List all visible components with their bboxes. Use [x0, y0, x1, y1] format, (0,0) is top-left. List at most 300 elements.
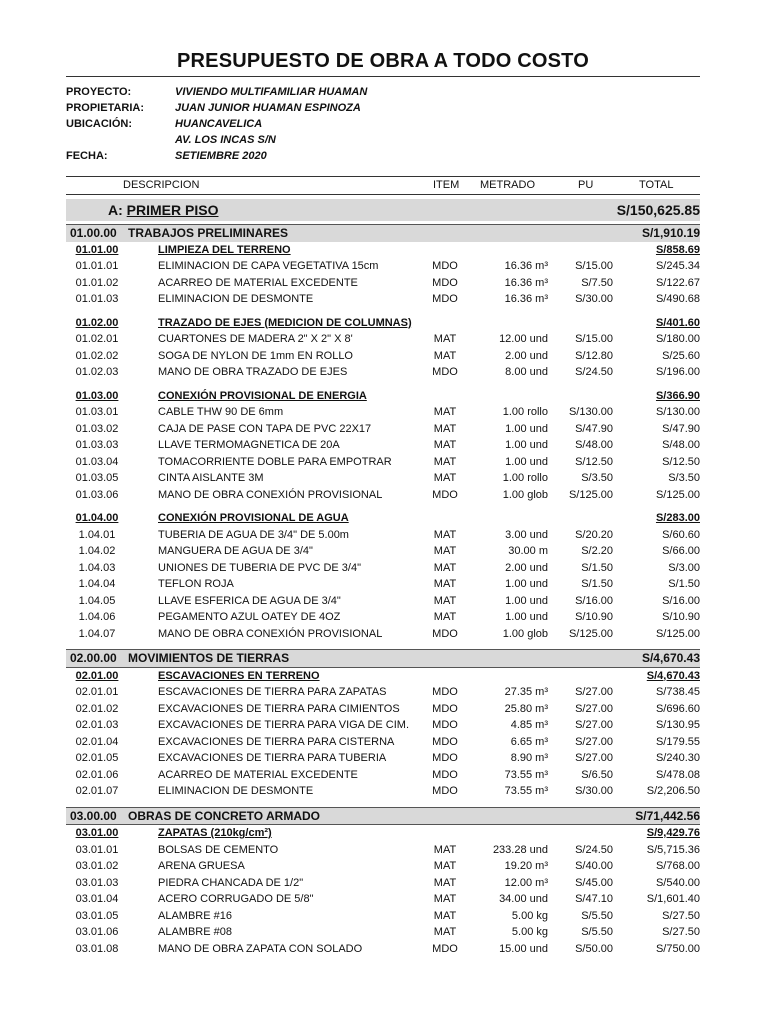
item-unit-price: S/7.50 [581, 276, 613, 289]
item-metrado: 1.00 und [505, 611, 548, 623]
item-code: 02.01.01 [75, 686, 119, 698]
item-metrado: 1.00 und [505, 455, 548, 468]
item-unit-price: S/24.50 [575, 843, 613, 856]
item-description: TEFLON ROJA [158, 578, 234, 590]
item-description: LLAVE TERMOMAGNETICA DE 20A [158, 439, 340, 451]
item-description: CAJA DE PASE CON TAPA DE PVC 22X17 [158, 422, 372, 435]
item-metrado: 30.00 m [508, 545, 548, 557]
item-metrado: 2.00 und [505, 349, 548, 362]
item-total: S/1.50 [668, 578, 700, 590]
owner-row [66, 100, 700, 116]
group-description: CONEXIÓN PROVISIONAL DE ENERGIA [158, 389, 367, 402]
item-unit-price: S/3.50 [581, 472, 613, 484]
group-code: 01.02.00 [75, 316, 119, 329]
group-code: 02.00.00 [70, 651, 117, 665]
item-code: 01.03.01 [75, 406, 119, 418]
item-total: S/130.00 [655, 406, 700, 418]
item-type: MDO [432, 488, 458, 501]
item-unit-price: S/40.00 [575, 860, 613, 872]
item-code: 1.04.05 [78, 594, 116, 607]
table-row [66, 908, 700, 925]
item-code: 01.02.01 [75, 333, 119, 345]
item-type: MAT [433, 528, 457, 541]
item-type: MAT [433, 455, 457, 468]
item-description: BOLSAS DE CEMENTO [158, 843, 279, 856]
item-unit-price: S/27.00 [575, 735, 613, 748]
header-item: ITEM [433, 179, 460, 191]
item-type: MAT [433, 333, 457, 345]
table-row [66, 842, 700, 859]
item-description: CUARTONES DE MADERA 2" X 2" X 8' [158, 333, 353, 345]
item-metrado: 5.00 kg [511, 926, 548, 938]
date-row [66, 148, 700, 164]
item-type: MDO [432, 752, 458, 764]
item-metrado: 27.35 m³ [504, 686, 548, 698]
item-type: MDO [432, 735, 458, 748]
project-info [66, 84, 700, 164]
item-type: MDO [432, 719, 458, 731]
item-description: CINTA AISLANTE 3M [158, 472, 264, 484]
table-row [66, 404, 700, 421]
item-type: MAT [433, 422, 457, 435]
item-type: MDO [432, 366, 458, 378]
group-code: 02.01.00 [75, 669, 119, 682]
header-total: TOTAL [639, 179, 674, 191]
item-metrado: 1.00 und [505, 578, 548, 590]
item-code: 02.01.05 [75, 752, 119, 764]
item-metrado: 25.80 m³ [504, 702, 548, 715]
spacer [66, 308, 700, 315]
item-code: 02.01.06 [75, 768, 119, 781]
item-total: S/130.95 [655, 719, 700, 731]
item-total: S/245.34 [655, 260, 700, 272]
item-unit-price: S/5.50 [581, 909, 613, 922]
item-total: S/196.00 [655, 366, 700, 378]
item-unit-price: S/2.20 [581, 545, 613, 557]
location-row [66, 116, 700, 132]
group-description: MOVIMIENTOS DE TIERRAS [128, 651, 290, 665]
item-unit-price: S/15.00 [575, 260, 613, 272]
table-row [66, 576, 700, 593]
table-header [66, 176, 700, 195]
item-total: S/25.60 [662, 349, 700, 362]
item-total: S/16.00 [662, 594, 700, 607]
item-description: MANGUERA DE AGUA DE 3/4" [158, 545, 313, 557]
item-description: EXCAVACIONES DE TIERRA PARA TUBERIA [158, 752, 387, 764]
table-row [66, 717, 700, 734]
subchapter-row [66, 510, 700, 527]
group-description: ESCAVACIONES EN TERRENO [158, 669, 320, 682]
table-row [66, 593, 700, 610]
item-code: 02.01.03 [75, 719, 119, 731]
table-row [66, 701, 700, 718]
item-description: ELIMINACION DE CAPA VEGETATIVA 15cm [158, 260, 379, 272]
table-row [66, 331, 700, 348]
item-description: PEGAMENTO AZUL OATEY DE 4OZ [158, 611, 341, 623]
group-total: S/858.69 [655, 243, 700, 256]
item-type: MDO [432, 702, 458, 715]
item-total: S/60.60 [662, 528, 700, 541]
project-row [66, 84, 700, 100]
chapter-row [66, 649, 700, 667]
item-type: MDO [432, 942, 458, 955]
table-row [66, 527, 700, 544]
group-code: 01.03.00 [75, 389, 119, 402]
item-description: TUBERIA DE AGUA DE 3/4" DE 5.00m [158, 528, 349, 541]
table-row [66, 858, 700, 875]
item-description: SOGA DE NYLON DE 1mm EN ROLLO [158, 349, 353, 362]
table-row [66, 291, 700, 308]
table-row [66, 924, 700, 941]
item-unit-price: S/45.00 [575, 876, 613, 889]
section-total: S/150,625.85 [616, 202, 700, 218]
table-row [66, 684, 700, 701]
item-description: EXCAVACIONES DE TIERRA PARA CISTERNA [158, 735, 395, 748]
item-total: S/125.00 [655, 627, 700, 640]
item-code: 02.01.07 [75, 785, 119, 797]
group-description: TRAZADO DE EJES (MEDICION DE COLUMNAS) [158, 316, 412, 329]
item-total: S/1,601.40 [646, 893, 700, 905]
item-metrado: 8.90 m³ [510, 752, 548, 764]
item-unit-price: S/16.00 [575, 594, 613, 607]
item-type: MAT [433, 561, 457, 574]
table-row [66, 750, 700, 767]
budget-table [66, 224, 700, 957]
table-row [66, 275, 700, 292]
table-row [66, 348, 700, 365]
table-row [66, 734, 700, 751]
table-row [66, 560, 700, 577]
date-value: SETIEMBRE 2020 [175, 150, 267, 162]
item-type: MDO [432, 627, 458, 640]
item-metrado: 16.36 m³ [504, 260, 548, 272]
item-unit-price: S/10.90 [575, 611, 613, 623]
item-type: MDO [432, 260, 458, 272]
item-unit-price: S/30.00 [575, 785, 613, 797]
section-banner [66, 199, 700, 221]
item-total: S/478.08 [655, 768, 700, 781]
item-code: 03.01.01 [75, 843, 119, 856]
item-description: ELIMINACION DE DESMONTE [158, 293, 314, 305]
item-metrado: 8.00 und [505, 366, 548, 378]
item-unit-price: S/125.00 [568, 627, 613, 640]
item-total: S/12.50 [662, 455, 700, 468]
header-metrado: METRADO [480, 179, 535, 191]
item-total: S/768.00 [655, 860, 700, 872]
item-total: S/5,715.36 [646, 843, 700, 856]
subchapter-row [66, 315, 700, 332]
item-description: ESCAVACIONES DE TIERRA PARA ZAPATAS [158, 686, 387, 698]
item-unit-price: S/15.00 [575, 333, 613, 345]
item-code: 1.04.04 [78, 578, 116, 590]
item-code: 01.01.03 [75, 293, 119, 305]
section-label [108, 202, 218, 218]
location-value-2: AV. LOS INCAS S/N [175, 134, 276, 146]
item-code: 02.01.02 [75, 702, 119, 715]
group-total: S/4,670.43 [641, 651, 700, 665]
item-unit-price: S/47.90 [575, 422, 613, 435]
table-row [66, 891, 700, 908]
item-description: ACARREO DE MATERIAL EXCEDENTE [158, 276, 358, 289]
item-metrado: 1.00 rollo [502, 406, 548, 418]
item-description: ACARREO DE MATERIAL EXCEDENTE [158, 768, 358, 781]
item-metrado: 19.20 m³ [504, 860, 548, 872]
item-total: S/122.67 [655, 276, 700, 289]
item-code: 03.01.03 [75, 876, 119, 889]
project-label: PROYECTO: [66, 86, 132, 98]
item-unit-price: S/12.50 [575, 455, 613, 468]
item-metrado: 12.00 und [499, 333, 548, 345]
item-total: S/125.00 [655, 488, 700, 501]
item-metrado: 73.55 m³ [504, 768, 548, 781]
title-divider [66, 76, 700, 77]
item-code: 01.03.03 [75, 439, 119, 451]
group-description: CONEXIÓN PROVISIONAL DE AGUA [158, 512, 349, 524]
owner-label: PROPIETARIA: [66, 102, 145, 114]
item-metrado: 16.36 m³ [504, 276, 548, 289]
item-description: ALAMBRE #16 [158, 909, 232, 922]
item-type: MDO [432, 768, 458, 781]
item-code: 1.04.01 [78, 528, 116, 541]
table-row [66, 421, 700, 438]
item-code: 01.02.03 [75, 366, 119, 378]
item-type: MAT [433, 545, 457, 557]
group-code: 01.00.00 [70, 226, 117, 240]
item-total: S/10.90 [662, 611, 700, 623]
group-total: S/366.90 [655, 389, 700, 402]
item-unit-price: S/27.00 [575, 702, 613, 715]
item-metrado: 2.00 und [505, 561, 548, 574]
item-type: MAT [433, 439, 457, 451]
item-total: S/3.00 [668, 561, 700, 574]
item-unit-price: S/24.50 [575, 366, 613, 378]
subchapter-row [66, 824, 700, 842]
table-row [66, 470, 700, 487]
item-unit-price: S/12.80 [575, 349, 613, 362]
item-description: MANO DE OBRA CONEXIÓN PROVISIONAL [158, 488, 383, 501]
item-code: 01.02.02 [75, 349, 119, 362]
item-metrado: 1.00 glob [502, 488, 548, 501]
chapter-row [66, 807, 700, 825]
item-code: 01.03.02 [75, 422, 119, 435]
item-description: CABLE THW 90 DE 6mm [158, 406, 284, 418]
item-type: MAT [433, 472, 457, 484]
item-type: MAT [433, 909, 457, 922]
item-type: MDO [432, 785, 458, 797]
group-total: S/4,670.43 [646, 669, 700, 682]
table-row [66, 609, 700, 626]
table-row [66, 626, 700, 643]
item-code: 03.01.02 [75, 860, 119, 872]
spacer [66, 800, 700, 807]
item-total: S/540.00 [655, 876, 700, 889]
location-label: UBICACIÓN: [66, 118, 132, 130]
item-description: EXCAVACIONES DE TIERRA PARA CIMIENTOS [158, 702, 400, 715]
item-type: MAT [433, 578, 457, 590]
table-row [66, 875, 700, 892]
item-code: 01.01.02 [75, 276, 119, 289]
item-code: 01.03.04 [75, 455, 119, 468]
item-type: MAT [433, 406, 457, 418]
item-unit-price: S/48.00 [575, 439, 613, 451]
item-total: S/738.45 [655, 686, 700, 698]
item-description: ARENA GRUESA [158, 860, 245, 872]
item-total: S/48.00 [662, 439, 700, 451]
item-description: PIEDRA CHANCADA DE 1/2" [158, 876, 304, 889]
item-total: S/66.00 [662, 545, 700, 557]
group-description: TRABAJOS PRELIMINARES [128, 226, 289, 240]
item-metrado: 4.85 m³ [510, 719, 548, 731]
table-row [66, 487, 700, 504]
section-name: PRIMER PISO [126, 202, 219, 218]
item-code: 03.01.08 [75, 942, 119, 955]
chapter-row [66, 224, 700, 242]
subchapter-row [66, 242, 700, 259]
subchapter-row [66, 388, 700, 405]
item-unit-price: S/130.00 [568, 406, 613, 418]
item-code: 01.01.01 [75, 260, 119, 272]
item-unit-price: S/47.10 [575, 893, 613, 905]
item-total: S/27.50 [662, 909, 700, 922]
item-metrado: 6.65 m³ [510, 735, 548, 748]
item-code: 01.03.05 [75, 472, 119, 484]
item-metrado: 1.00 rollo [502, 472, 548, 484]
location-value-1: HUANCAVELICA [175, 118, 263, 130]
table-row [66, 767, 700, 784]
item-type: MAT [433, 349, 457, 362]
spacer [66, 381, 700, 388]
item-metrado: 34.00 und [499, 893, 548, 905]
item-unit-price: S/20.20 [575, 528, 613, 541]
item-unit-price: S/27.00 [575, 686, 613, 698]
item-type: MDO [432, 686, 458, 698]
item-code: 1.04.02 [78, 545, 116, 557]
project-value: VIVIENDO MULTIFAMILIAR HUAMAN [175, 86, 368, 98]
item-description: EXCAVACIONES DE TIERRA PARA VIGA DE CIM. [158, 719, 410, 731]
spacer [66, 503, 700, 510]
table-row [66, 364, 700, 381]
date-label: FECHA: [66, 150, 108, 162]
item-metrado: 1.00 glob [502, 627, 548, 640]
group-code: 03.01.00 [75, 827, 119, 839]
item-code: 1.04.03 [78, 561, 116, 574]
item-type: MAT [433, 860, 457, 872]
table-row [66, 437, 700, 454]
item-type: MAT [433, 594, 457, 607]
item-code: 03.01.04 [75, 893, 119, 905]
spacer [66, 642, 700, 649]
item-description: ELIMINACION DE DESMONTE [158, 785, 314, 797]
item-type: MAT [433, 611, 457, 623]
item-type: MAT [433, 876, 457, 889]
owner-value: JUAN JUNIOR HUAMAN ESPINOZA [175, 102, 361, 114]
item-unit-price: S/50.00 [575, 942, 613, 955]
item-description: UNIONES DE TUBERIA DE PVC DE 3/4" [158, 561, 361, 574]
item-code: 1.04.07 [78, 627, 116, 640]
item-unit-price: S/125.00 [568, 488, 613, 501]
item-metrado: 16.36 m³ [504, 293, 548, 305]
item-total: S/3.50 [668, 472, 700, 484]
location-row-2 [66, 132, 700, 148]
item-code: 1.04.06 [78, 611, 116, 623]
item-description: MANO DE OBRA ZAPATA CON SOLADO [158, 942, 363, 955]
item-metrado: 12.00 m³ [504, 876, 548, 889]
item-total: S/240.30 [655, 752, 700, 764]
header-pu: PU [578, 179, 594, 191]
group-code: 01.01.00 [75, 243, 119, 256]
item-metrado: 1.00 und [505, 594, 548, 607]
item-metrado: 5.00 kg [511, 909, 548, 922]
item-unit-price: S/27.00 [575, 719, 613, 731]
item-metrado: 1.00 und [505, 422, 548, 435]
group-total: S/401.60 [655, 316, 700, 329]
item-type: MAT [433, 926, 457, 938]
item-unit-price: S/6.50 [581, 768, 613, 781]
item-type: MDO [432, 276, 458, 289]
item-metrado: 1.00 und [505, 439, 548, 451]
item-total: S/696.60 [655, 702, 700, 715]
item-total: S/47.90 [662, 422, 700, 435]
item-type: MAT [433, 893, 457, 905]
item-type: MDO [432, 293, 458, 305]
item-code: 03.01.06 [75, 926, 119, 938]
group-code: 03.00.00 [70, 808, 117, 823]
item-total: S/2,206.50 [646, 785, 700, 797]
item-description: MANO DE OBRA CONEXIÓN PROVISIONAL [158, 627, 383, 640]
item-description: LLAVE ESFERICA DE AGUA DE 3/4" [158, 594, 341, 607]
item-metrado: 233.28 und [492, 843, 548, 856]
item-description: ALAMBRE #08 [158, 926, 232, 938]
item-total: S/180.00 [655, 333, 700, 345]
item-unit-price: S/27.00 [575, 752, 613, 764]
group-description: ZAPATAS (210kg/cm²) [158, 827, 272, 839]
item-description: MANO DE OBRA TRAZADO DE EJES [158, 366, 348, 378]
item-unit-price: S/1.50 [581, 561, 613, 574]
table-row [66, 258, 700, 275]
item-total: S/490.68 [655, 293, 700, 305]
group-total: S/71,442.56 [635, 808, 700, 823]
item-metrado: 15.00 und [499, 942, 548, 955]
page-title: PRESUPUESTO DE OBRA A TODO COSTO [176, 50, 589, 72]
item-code: 01.03.06 [75, 488, 119, 501]
item-total: S/750.00 [655, 942, 700, 955]
group-total: S/9,429.76 [646, 827, 700, 839]
item-unit-price: S/1.50 [581, 578, 613, 590]
group-description: OBRAS DE CONCRETO ARMADO [128, 808, 321, 823]
item-metrado: 3.00 und [505, 528, 548, 541]
item-code: 03.01.05 [75, 909, 119, 922]
item-type: MAT [433, 843, 457, 856]
item-code: 02.01.04 [75, 735, 119, 748]
item-total: S/179.55 [655, 735, 700, 748]
table-row [66, 941, 700, 958]
table-row [66, 454, 700, 471]
group-total: S/1,910.19 [641, 226, 700, 240]
item-total: S/27.50 [662, 926, 700, 938]
item-description: TOMACORRIENTE DOBLE PARA EMPOTRAR [158, 455, 392, 468]
item-unit-price: S/5.50 [581, 926, 613, 938]
item-description: ACERO CORRUGADO DE 5/8" [158, 893, 314, 905]
group-total: S/283.00 [655, 512, 700, 524]
subchapter-row [66, 667, 700, 685]
group-code: 01.04.00 [75, 512, 119, 524]
item-unit-price: S/30.00 [575, 293, 613, 305]
table-row [66, 783, 700, 800]
group-description: LIMPIEZA DEL TERRENO [158, 243, 291, 256]
table-row [66, 543, 700, 560]
item-metrado: 73.55 m³ [504, 785, 548, 797]
header-descripcion: DESCRIPCION [123, 179, 200, 191]
